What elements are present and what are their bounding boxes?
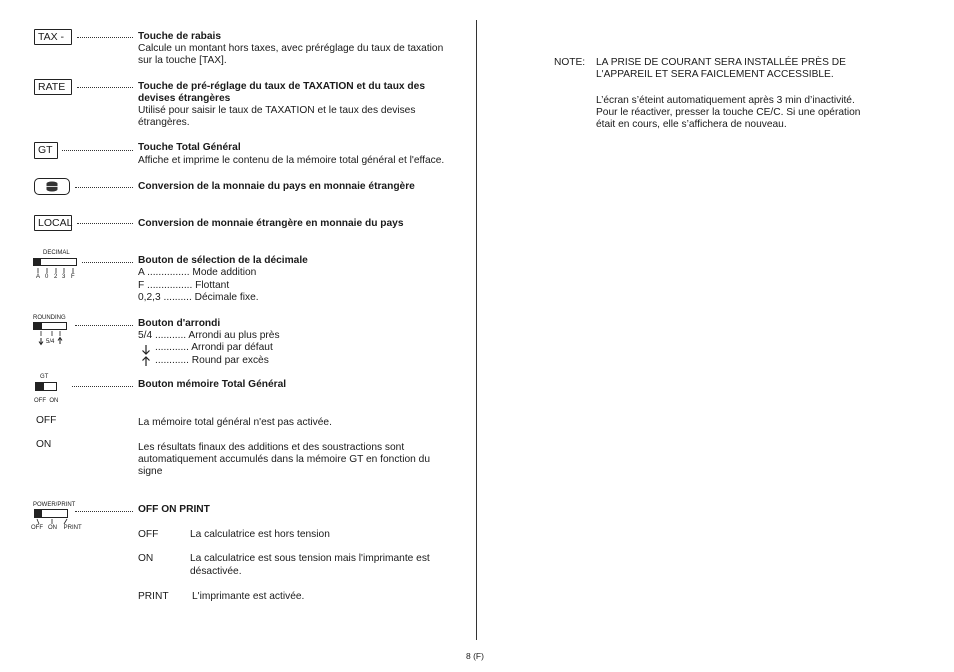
decimal-tick-2: 2	[54, 274, 58, 280]
leader-dots	[77, 87, 133, 88]
switch-knob	[36, 383, 44, 390]
power-switch-label: POWER/PRINT	[33, 502, 76, 508]
rounding-switch-label: ROUNDING	[33, 315, 66, 321]
rounding-switch	[33, 322, 67, 330]
leader-dots	[62, 150, 133, 151]
gt-desc: Affiche et imprime le contenu de la mémoire total général et l'efface.	[138, 155, 445, 166]
rounding-tick-label: 5/4	[46, 339, 55, 345]
note-line-2: L'APPAREIL ET SERA FAICLEMENT ACCESSIBLE.	[596, 69, 834, 80]
rounding-line-3: ............ Round par excès	[155, 355, 269, 366]
gt-on-desc-1: Les résultats finaux des additions et des soustractions sont	[138, 442, 405, 453]
switch-knob	[34, 323, 42, 329]
gt-on-desc-2: automatiquement accumulés dans la mémoire GT en fonction du	[138, 454, 431, 465]
power-title: OFF ON PRINT	[138, 504, 210, 515]
arrow-up-icon	[141, 356, 151, 367]
tax-key	[34, 29, 72, 45]
gt-switch-label: GT	[40, 374, 49, 380]
leader-dots	[75, 325, 133, 326]
coin-stack-icon	[38, 180, 66, 193]
note-line-1: LA PRISE DE COURANT SERA INSTALLÉE PRÈS DE	[596, 57, 846, 68]
column-divider	[476, 20, 477, 640]
currency-conversion-key	[34, 178, 70, 195]
leader-dots	[72, 386, 133, 387]
local-title: Conversion de monnaie étrangère en monnaie du pays	[138, 218, 404, 229]
gt-title: Touche Total Général	[138, 142, 241, 153]
note-para-3: était en cours, elle s’affichera de nouveau.	[596, 119, 787, 130]
power-print-label: PRINT	[138, 591, 169, 602]
leader-dots	[75, 511, 133, 512]
local-key-label: LOCAL	[38, 217, 73, 229]
power-switch-ticks-labels: OFF ON PRINT	[31, 525, 82, 531]
rate-title-1: Touche de pré-réglage du taux de TAXATION et du taux des	[138, 81, 425, 92]
decimal-tick-f: F	[71, 274, 75, 280]
rate-key-label: RATE	[38, 81, 66, 93]
note-para-2: Pour le réactiver, presser la touche CE/C. Si une opération	[596, 107, 861, 118]
power-on-label: ON	[138, 553, 154, 564]
decimal-title: Bouton de sélection de la décimale	[138, 255, 308, 266]
switch-knob	[34, 259, 41, 265]
leader-dots	[77, 223, 133, 224]
power-on-desc-2: désactivée.	[190, 566, 242, 577]
leader-dots	[77, 37, 133, 38]
power-off-desc: La calculatrice est hors tension	[190, 529, 330, 540]
rate-desc-2: étrangères.	[138, 117, 190, 128]
rate-title-2: devises étrangères	[138, 93, 231, 104]
gt-key	[34, 142, 58, 159]
tax-title: Touche de rabais	[138, 31, 222, 42]
gt-switch	[35, 382, 57, 391]
gt-on-desc-3: signe	[138, 466, 163, 477]
gt-off-desc: La mémoire total général n'est pas activée.	[138, 417, 332, 428]
tax-desc-1: Calcule un montant hors taxes, avec préréglage du taux de taxation	[138, 43, 444, 54]
note-label: NOTE:	[554, 57, 586, 68]
power-on-desc-1: La calculatrice est sous tension mais l'imprimante est	[190, 553, 430, 564]
leader-dots	[75, 187, 133, 188]
decimal-line-2: F ................ Flottant	[138, 280, 230, 291]
gt-off-label: OFF	[36, 415, 57, 426]
power-switch	[34, 509, 68, 518]
decimal-tick-3: 3	[62, 274, 66, 280]
power-off-label: OFF	[138, 529, 159, 540]
rate-key	[34, 79, 72, 95]
coin-title: Conversion de la monnaie du pays en monnaie étrangère	[138, 181, 415, 192]
note-para-1: L’écran s’éteint automatiquement après 3 min d’inactivité.	[596, 95, 855, 106]
rounding-line-1: 5/4 ........... Arrondi au plus près	[138, 330, 280, 341]
tax-desc-2: sur la touche [TAX].	[138, 55, 227, 66]
rounding-title: Bouton d'arrondi	[138, 318, 221, 329]
leader-dots	[82, 262, 133, 263]
gt-switch-ticks: OFF ON	[34, 398, 59, 404]
decimal-line-1: A ............... Mode addition	[138, 267, 257, 278]
gt-on-label: ON	[36, 439, 52, 450]
rounding-line-2: ............ Arrondi par défaut	[155, 342, 273, 353]
power-print-desc: L'imprimante est activée.	[192, 591, 305, 602]
arrow-down-icon	[141, 344, 151, 355]
gt-key-label: GT	[38, 144, 53, 156]
gt-switch-title: Bouton mémoire Total Général	[138, 379, 287, 390]
decimal-ticks	[33, 266, 79, 274]
decimal-line-3: 0,2,3 .......... Décimale fixe.	[138, 292, 259, 303]
local-key	[34, 215, 72, 231]
switch-knob	[35, 510, 42, 517]
decimal-switch-label: DECIMAL	[43, 250, 70, 256]
page-number: 8 (F)	[466, 651, 484, 661]
power-switch-ticks	[33, 518, 73, 525]
rate-desc-1: Utilisé pour saisir le taux de TAXATION et le taux des devises	[138, 105, 416, 116]
tax-key-label: TAX -	[38, 31, 65, 43]
decimal-tick-a: A	[36, 274, 41, 280]
decimal-switch	[33, 258, 77, 266]
decimal-tick-0: 0	[45, 274, 49, 280]
